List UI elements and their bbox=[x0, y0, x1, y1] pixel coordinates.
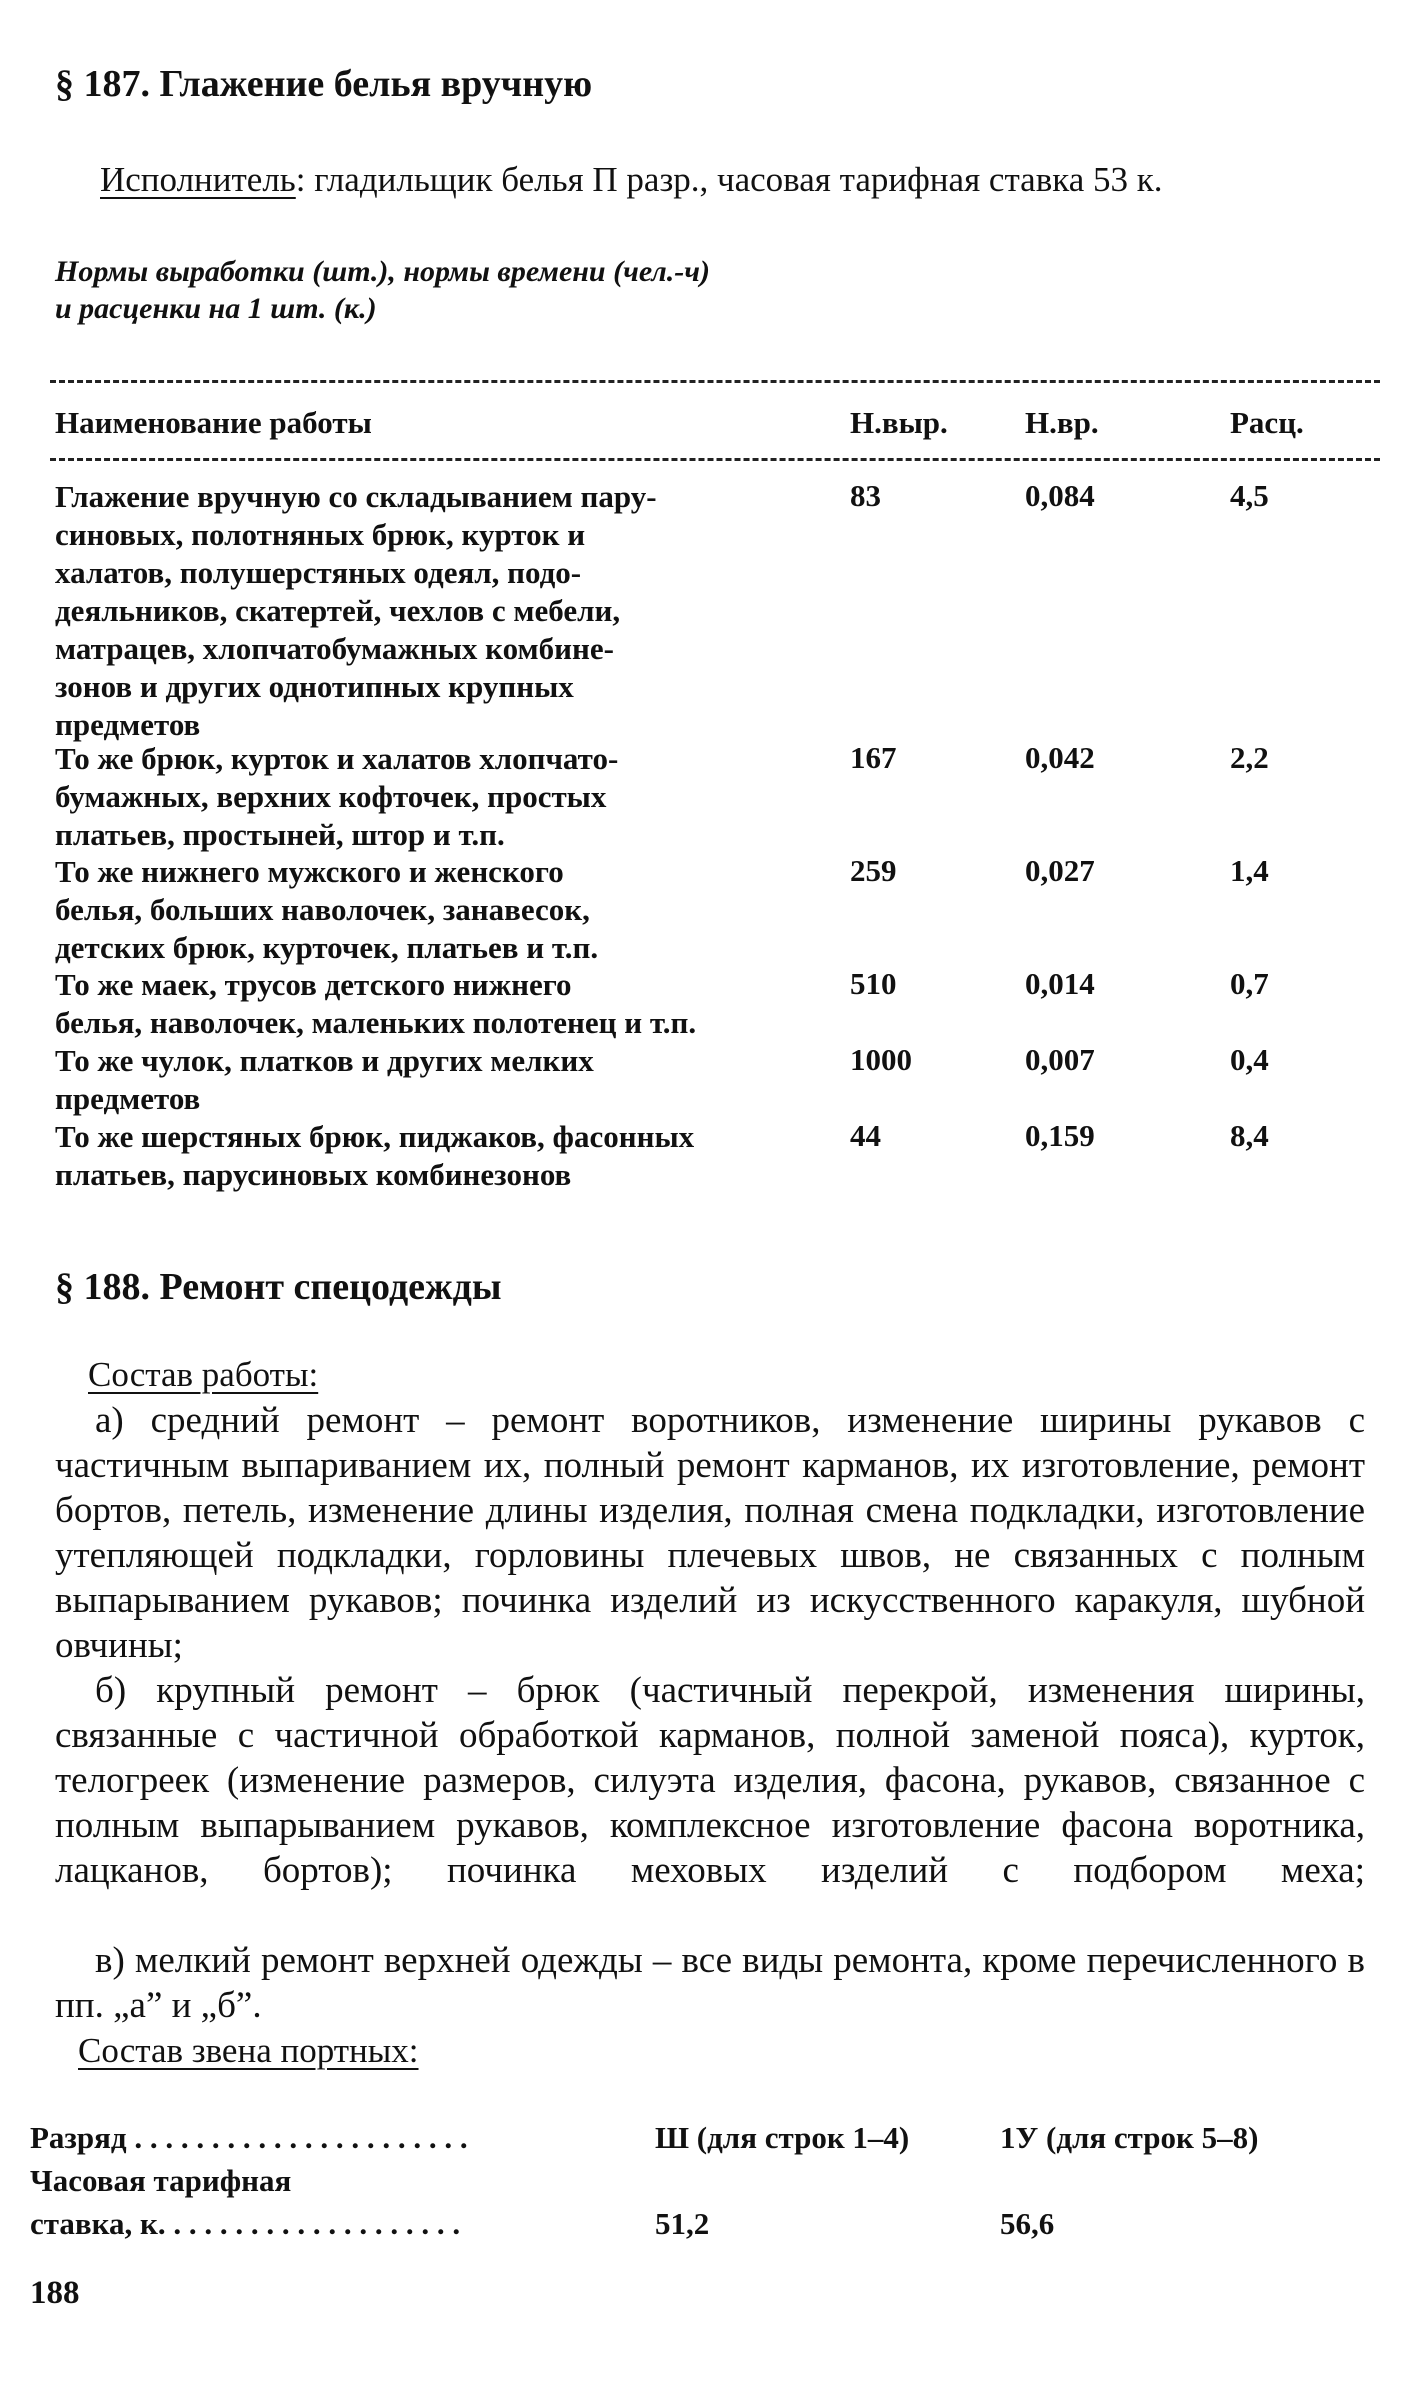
table-cell-name-line: матрацев, хлопчатобумажных комбине- bbox=[55, 631, 614, 666]
table-cell-nvr: 0,027 bbox=[1025, 853, 1095, 888]
table-cell-name-line: детских брюк, курточек, платьев и т.п. bbox=[55, 930, 599, 965]
col-header-nvyr: Н.выр. bbox=[850, 405, 948, 440]
table-cell-nvr: 0,014 bbox=[1025, 966, 1095, 1001]
table-cell-name-line: деяльников, скатертей, чехлов с мебели, bbox=[55, 593, 621, 628]
table-cell-rasc: 8,4 bbox=[1230, 1118, 1269, 1153]
table-cell-name-line: бумажных, верхних кофточек, простых bbox=[55, 779, 607, 814]
table-cell-name-line: платьев, простыней, штор и т.п. bbox=[55, 817, 505, 852]
table-cell-nvyr: 44 bbox=[850, 1118, 881, 1153]
table-header-rule bbox=[50, 458, 1380, 461]
table-cell-rasc: 1,4 bbox=[1230, 853, 1269, 888]
table-cell-rasc: 2,2 bbox=[1230, 740, 1269, 775]
table-cell-nvyr: 1000 bbox=[850, 1042, 912, 1077]
table-cell-name-line: Глажение вручную со складыванием пару- bbox=[55, 479, 657, 514]
section-188-title: § 188. Ремонт спецодежды bbox=[55, 1266, 502, 1308]
table-top-rule bbox=[50, 380, 1380, 383]
table-cell-name-line: синовых, полотняных брюк, курток и bbox=[55, 517, 586, 552]
table-cell-rasc: 0,4 bbox=[1230, 1042, 1269, 1077]
table-cell-name-line: халатов, полушерстяных одеял, подо- bbox=[55, 555, 582, 590]
norms-caption-2: и расценки на 1 шт. (к.) bbox=[55, 292, 377, 325]
table-cell-name-line: То же нижнего мужского и женского bbox=[55, 854, 564, 889]
table-cell-nvyr: 167 bbox=[850, 740, 897, 775]
table-cell-name-line: зонов и других однотипных крупных bbox=[55, 669, 574, 704]
rate-value-2: 56,6 bbox=[1000, 2206, 1055, 2241]
work-composition-label: Состав работы: bbox=[88, 1355, 319, 1394]
executor-line bbox=[100, 160, 1163, 200]
table-cell-nvr: 0,084 bbox=[1025, 478, 1095, 513]
table-cell-rasc: 0,7 bbox=[1230, 966, 1269, 1001]
team-composition-label: Состав звена портных: bbox=[78, 2031, 419, 2070]
section-187-title: § 187. Глажение белья вручную bbox=[55, 63, 593, 105]
rate-label-line1: Часовая тарифная bbox=[30, 2163, 292, 2198]
table-cell-nvyr: 510 bbox=[850, 966, 897, 1001]
grade-value-2: 1У (для строк 5–8) bbox=[1000, 2120, 1259, 2155]
table-cell-name-line: платьев, парусиновых комбинезонов bbox=[55, 1157, 572, 1192]
rate-label-line2: ставка, к. . . . . . . . . . . . . . . . . . . . bbox=[30, 2206, 461, 2241]
table-cell-name-line: белья, наволочек, маленьких полотенец и т.п. bbox=[55, 1005, 697, 1040]
page-number: 188 bbox=[30, 2275, 80, 2311]
col-header-name: Наименование работы bbox=[55, 405, 372, 440]
table-cell-nvr: 0,007 bbox=[1025, 1042, 1095, 1077]
table-cell-name-line: То же брюк, курток и халатов хлопчато- bbox=[55, 741, 619, 776]
table-cell-name-line: предметов bbox=[55, 707, 201, 742]
paragraph-a: а) средний ремонт – ремонт воротников, изменение ширины рукавов с частичным выпариванием их, полный ремонт карманов, их изготовление, ремонт бортов, петель, изменение длины изделия, полная смена подкладки, изготовление утепляющей подкладки, горловины плечевых швов, не связанных с полным выпарыванием рукавов; починка изделий из искусственного каракуля, шубной овчины; bbox=[55, 1400, 1365, 1666]
table-cell-name-line: То же шерстяных брюк, пиджаков, фасонных bbox=[55, 1119, 695, 1154]
table-cell-name-line: То же маек, трусов детского нижнего bbox=[55, 967, 572, 1002]
table-cell-nvr: 0,042 bbox=[1025, 740, 1095, 775]
executor-label: Исполнитель bbox=[100, 160, 296, 199]
norms-caption-1: Нормы выработки (шт.), нормы времени (чел.-ч) bbox=[55, 255, 711, 288]
rate-value-1: 51,2 bbox=[655, 2206, 710, 2241]
table-cell-name-line: предметов bbox=[55, 1081, 201, 1116]
grade-value-1: Ш (для строк 1–4) bbox=[655, 2120, 910, 2155]
paragraph-c: в) мелкий ремонт верхней одежды – все виды ремонта, кроме перечисленного в пп. „а” и „б”. bbox=[55, 1940, 1365, 2026]
col-header-nvr: Н.вр. bbox=[1025, 405, 1099, 440]
table-cell-rasc: 4,5 bbox=[1230, 478, 1269, 513]
table-cell-nvr: 0,159 bbox=[1025, 1118, 1095, 1153]
table-cell-nvyr: 259 bbox=[850, 853, 897, 888]
grade-label: Разряд . . . . . . . . . . . . . . . . . . . . . . bbox=[30, 2120, 468, 2155]
col-header-rasc: Расц. bbox=[1230, 405, 1304, 440]
table-cell-nvyr: 83 bbox=[850, 478, 881, 513]
table-cell-name-line: То же чулок, платков и других мелких bbox=[55, 1043, 594, 1078]
executor-text: : гладильщик белья П разр., часовая тарифная ставка 53 к. bbox=[295, 160, 1163, 199]
table-cell-name-line: белья, больших наволочек, занавесок, bbox=[55, 892, 590, 927]
paragraph-b: б) крупный ремонт – брюк (частичный перекрой, изменения ширины, связанные с частичной обработкой карманов, полной заменой пояса), курток, телогреек (изменение размеров, силуэта изделия, фасона, рукавов, связанное с полным выпарыванием рукавов, комплексное изготовление фасона воротника, лацканов, бортов); починка меховых изделий с подбором меха; bbox=[55, 1670, 1365, 1891]
